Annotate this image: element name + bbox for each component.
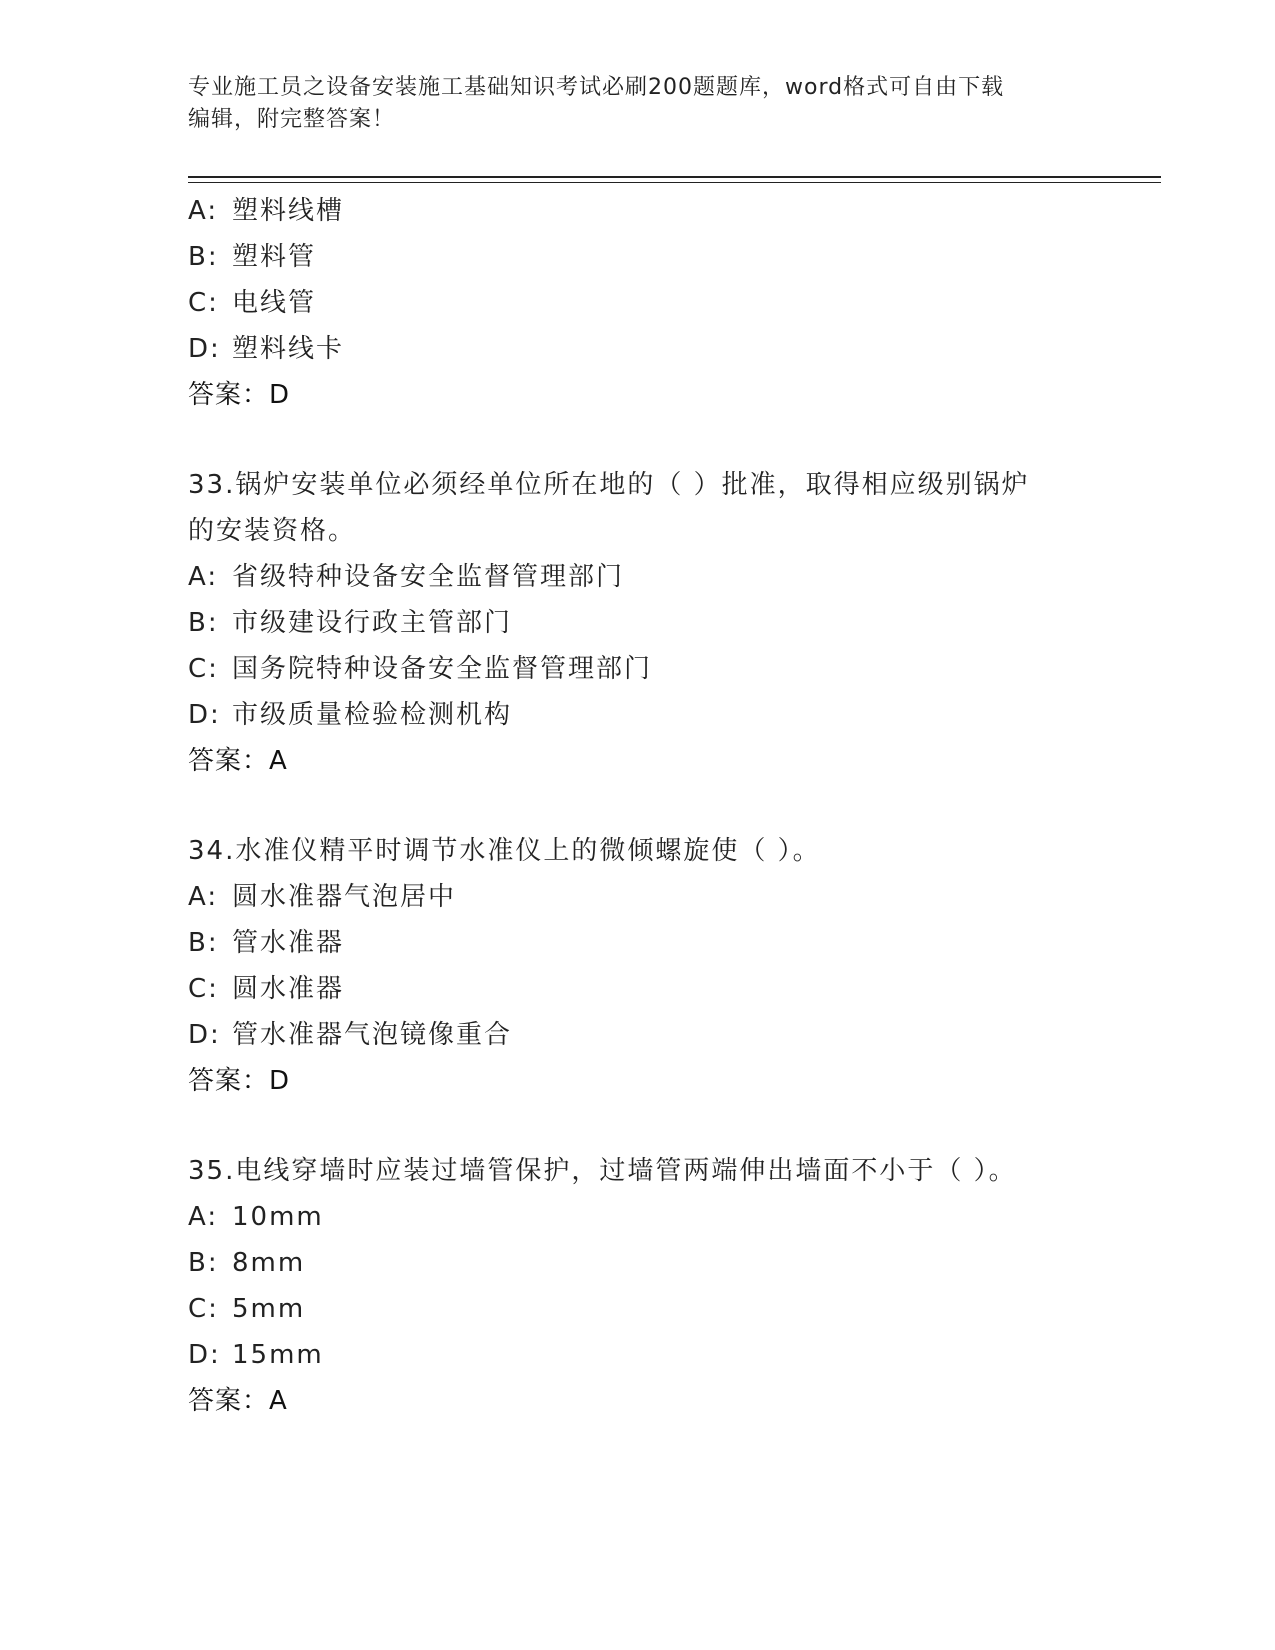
option-a: [188, 554, 1088, 600]
option-a: [188, 188, 1088, 234]
question-text-line-1: 34.水准仪精平时调节水准仪上的微倾螺旋使（ ）。: [188, 836, 821, 866]
option-b: [188, 600, 1088, 646]
option-letter: C:: [188, 288, 219, 318]
option-text: 市级建设行政主管部门: [232, 608, 513, 638]
option-b: [188, 920, 1088, 966]
document-header: [188, 72, 1088, 136]
option-c: [188, 1286, 1088, 1332]
option-d: [188, 1012, 1088, 1058]
option-text: 管水准器气泡镜像重合: [232, 1020, 513, 1050]
option-d: [188, 326, 1088, 372]
option-letter: D:: [188, 700, 221, 730]
option-d: [188, 692, 1088, 738]
option-c: [188, 280, 1088, 326]
option-text: 塑料线卡: [232, 334, 345, 364]
option-text: 塑料线槽: [232, 196, 345, 226]
answer-line: 答案：A: [188, 1386, 288, 1416]
option-letter: A:: [188, 196, 219, 226]
option-c: [188, 646, 1088, 692]
option-text: 管水准器: [232, 928, 345, 958]
option-b: [188, 234, 1088, 280]
option-d: [188, 1332, 1088, 1378]
option-text: 8mm: [232, 1248, 306, 1278]
option-text: 市级质量检验检测机构: [232, 700, 513, 730]
header-line-2: 编辑，附完整答案！: [188, 107, 396, 132]
option-letter: A:: [188, 562, 219, 592]
question-34: [188, 828, 1088, 1104]
question-text-line-1: 35.电线穿墙时应装过墙管保护，过墙管两端伸出墙面不小于（ ）。: [188, 1156, 1017, 1186]
question-text-line-1: 33.锅炉安装单位必须经单位所在地的（ ）批准，取得相应级别锅炉: [188, 470, 1030, 500]
option-letter: A:: [188, 1202, 219, 1232]
option-text: 塑料管: [232, 242, 317, 272]
option-text: 省级特种设备安全监督管理部门: [232, 562, 625, 592]
option-c: [188, 966, 1088, 1012]
option-text: 圆水准器气泡居中: [232, 882, 457, 912]
option-letter: D:: [188, 1020, 221, 1050]
question-32-continued: [188, 188, 1088, 418]
option-text: 10mm: [232, 1202, 324, 1232]
option-letter: B:: [188, 608, 219, 638]
option-text: 15mm: [232, 1340, 324, 1370]
answer-line: 答案：D: [188, 1066, 291, 1096]
option-letter: C:: [188, 1294, 219, 1324]
header-divider-thick: [188, 176, 1161, 178]
option-letter: A:: [188, 882, 219, 912]
question-list: [188, 188, 1088, 1424]
header-divider-thin: [188, 182, 1161, 183]
option-text: 圆水准器: [232, 974, 345, 1004]
header-line-1: 专业施工员之设备安装施工基础知识考试必刷200题题库，word格式可自由下载: [188, 75, 1005, 100]
question-35: [188, 1148, 1088, 1424]
option-text: 电线管: [232, 288, 317, 318]
question-33: [188, 462, 1088, 784]
option-letter: D:: [188, 1340, 221, 1370]
question-text-line-2: 的安装资格。: [188, 516, 357, 546]
option-letter: C:: [188, 654, 219, 684]
option-letter: B:: [188, 242, 219, 272]
option-letter: B:: [188, 928, 219, 958]
option-text: 国务院特种设备安全监督管理部门: [232, 654, 653, 684]
option-letter: C:: [188, 974, 219, 1004]
option-a: [188, 1194, 1088, 1240]
option-letter: D:: [188, 334, 221, 364]
option-letter: B:: [188, 1248, 219, 1278]
option-text: 5mm: [232, 1294, 306, 1324]
option-a: [188, 874, 1088, 920]
answer-line: 答案：A: [188, 746, 288, 776]
answer-line: 答案：D: [188, 380, 291, 410]
option-b: [188, 1240, 1088, 1286]
